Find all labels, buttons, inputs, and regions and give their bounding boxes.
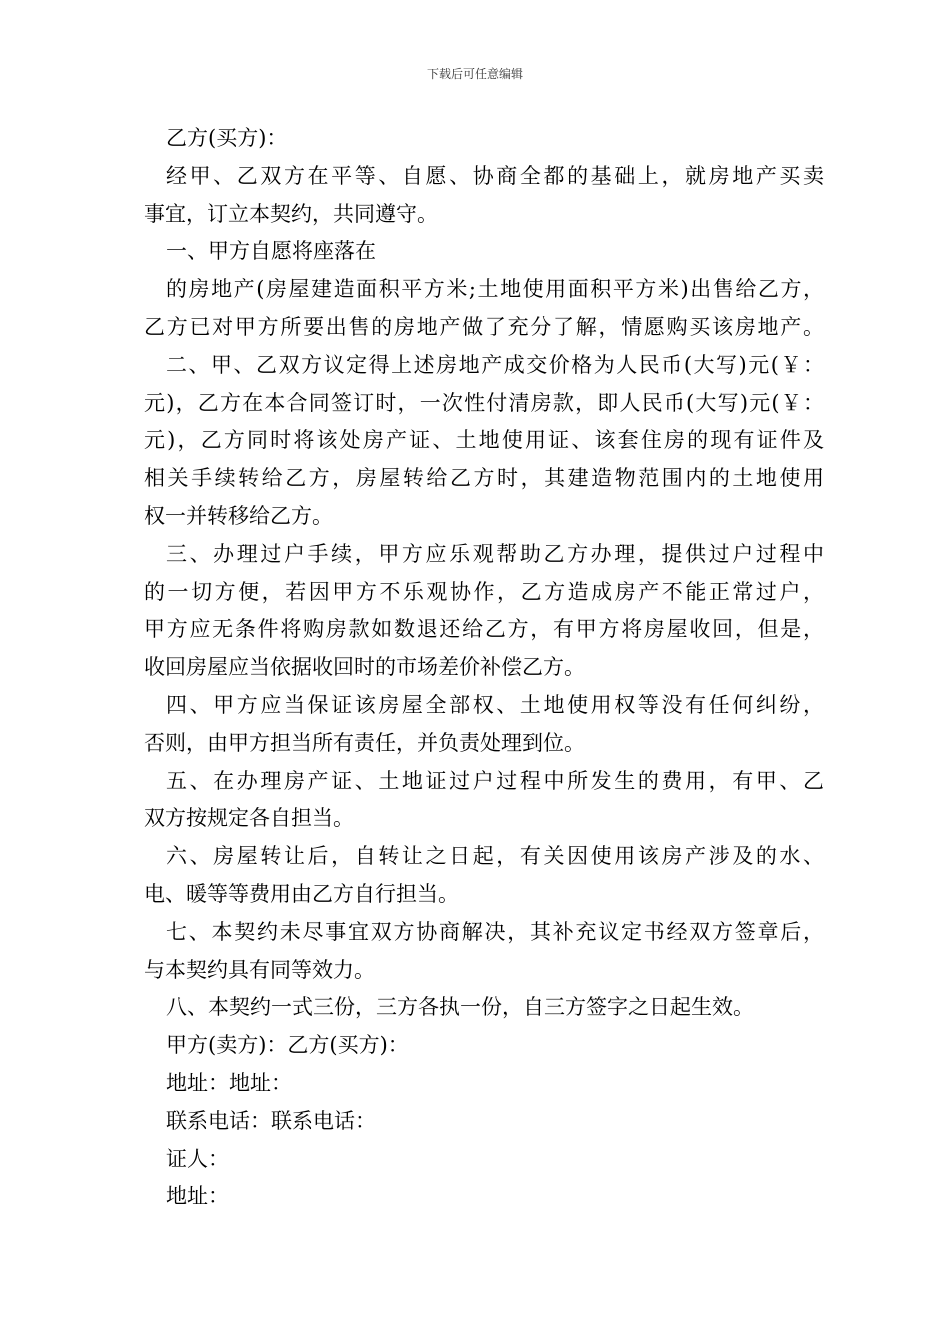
text-line: 证人： bbox=[166, 1146, 229, 1171]
page-header: 下载后可任意编辑 bbox=[426, 67, 523, 81]
text-line: 收回房屋应当依据收回时的市场差价补偿乙方。 bbox=[144, 655, 585, 680]
text-line: 权一并转移给乙方。 bbox=[144, 503, 333, 528]
text-line: 事宜，订立本契约，共同遵守。 bbox=[144, 201, 438, 226]
text-line: 的一切方便，若因甲方不乐观协作，乙方造成房产不能正常过户， bbox=[144, 579, 824, 604]
text-line: 乙方(买方)： bbox=[166, 126, 288, 150]
text-line: 八、本契约一式三份，三方各执一份，自三方签字之日起生效。 bbox=[166, 995, 754, 1020]
text-line: 地址：地址： bbox=[166, 1070, 292, 1095]
text-line: 元)，乙方在本合同签订时，一次性付清房款，即人民币(大写)元(￥： bbox=[144, 390, 824, 415]
text-line: 联系电话：联系电话： bbox=[166, 1108, 376, 1133]
contract-body bbox=[144, 120, 824, 1216]
text-line: 五、在办理房产证、土地证过户过程中所发生的费用，有甲、乙 bbox=[166, 768, 824, 793]
text-line: 甲方(卖方)：乙方(买方)： bbox=[166, 1033, 409, 1058]
text-line: 的房地产(房屋建造面积平方米;土地使用面积平方米)出售给乙方， bbox=[166, 277, 824, 302]
text-line: 甲方应无条件将购房款如数退还给乙方，有甲方将房屋收回，但是， bbox=[144, 617, 824, 642]
text-line: 元)，乙方同时将该处房产证、土地使用证、该套住房的现有证件及 bbox=[144, 428, 824, 453]
text-line: 一、甲方自愿将座落在 bbox=[166, 239, 376, 264]
text-line: 地址： bbox=[166, 1184, 229, 1209]
text-line: 否则，由甲方担当所有责任，并负责处理到位。 bbox=[144, 730, 585, 755]
text-line: 七、本契约未尽事宜双方协商解决，其补充议定书经双方签章后， bbox=[166, 919, 824, 944]
text-line: 乙方已对甲方所要出售的房地产做了充分了解，情愿购买该房地产。 bbox=[144, 314, 824, 339]
text-line: 电、暖等等费用由乙方自行担当。 bbox=[144, 881, 459, 906]
text-line: 相关手续转给乙方，房屋转给乙方时，其建造物范围内的土地使用 bbox=[144, 466, 824, 491]
text-line: 四、甲方应当保证该房屋全部权、土地使用权等没有任何纠纷， bbox=[166, 692, 824, 717]
text-line: 三、办理过户手续，甲方应乐观帮助乙方办理，提供过户过程中 bbox=[166, 541, 824, 566]
text-line: 双方按规定各自担当。 bbox=[144, 806, 354, 831]
text-line: 与本契约具有同等效力。 bbox=[144, 957, 375, 982]
text-line: 经甲、乙双方在平等、自愿、协商全都的基础上，就房地产买卖 bbox=[166, 163, 824, 188]
text-line: 二、甲、乙双方议定得上述房地产成交价格为人民币(大写)元(￥： bbox=[166, 352, 824, 377]
text-line: 六、房屋转让后，自转让之日起，有关因使用该房产涉及的水、 bbox=[166, 844, 824, 869]
